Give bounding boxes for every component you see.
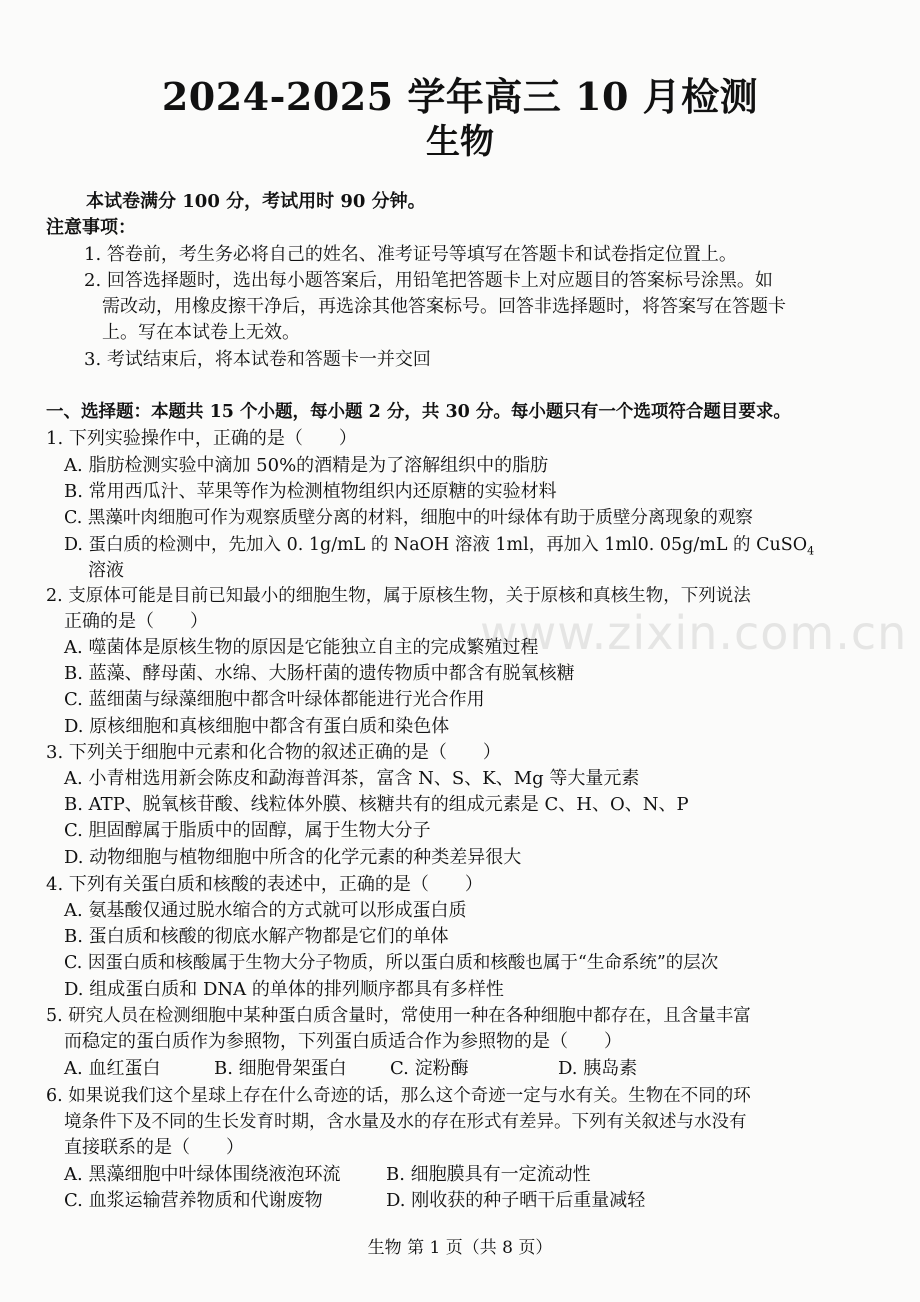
q6-option-b: B. 细胞膜具有一定流动性 [386, 1164, 591, 1185]
q2-stem-line-2: 正确的是（ ） [64, 611, 208, 632]
q6-option-a: A. 黑藻细胞中叶绿体围绕液泡环流 [64, 1164, 341, 1185]
q2-option-c: C. 蓝细菌与绿藻细胞中都含叶绿体都能进行光合作用 [64, 689, 485, 710]
q4-option-c: C. 因蛋白质和核酸属于生物大分子物质，所以蛋白质和核酸也属于“生命系统”的层次 [64, 953, 719, 973]
q2-option-b: B. 蓝藻、酵母菌、水绵、大肠杆菌的遗传物质中都含有脱氧核糖 [64, 663, 575, 684]
subject-title: 生物 [426, 122, 494, 162]
q6-option-c: C. 血浆运输营养物质和代谢废物 [64, 1190, 323, 1211]
q5-option-d: D. 胰岛素 [558, 1058, 638, 1079]
page-footer: 生物 第 1 页（共 8 页） [367, 1238, 553, 1258]
note-2-line-1: 2. 回答选择题时，选出每小题答案后，用铅笔把答题卡上对应题目的答案标号涂黑。如 [84, 270, 773, 291]
q1-option-d [64, 532, 814, 565]
q2-option-a: A. 噬菌体是原核生物的原因是它能独立自主的完成繁殖过程 [64, 637, 539, 658]
q2-option-d: D. 原核细胞和真核细胞中都含有蛋白质和染色体 [64, 716, 450, 737]
q4-option-a: A. 氨基酸仅通过脱水缩合的方式就可以形成蛋白质 [64, 900, 467, 921]
note-2-line-3: 上。写在本试卷上无效。 [102, 322, 300, 343]
note-1: 1. 答卷前，考生务必将自己的姓名、准考证号等填写在答题卡和试卷指定位置上。 [84, 244, 737, 265]
q5-option-c: C. 淀粉酶 [390, 1058, 469, 1079]
q6-stem-line-3: 直接联系的是（ ） [64, 1137, 244, 1158]
exam-title: 2024-2025 学年高三 10 月检测 [161, 74, 759, 119]
q5-stem-line-1: 5. 研究人员在检测细胞中某种蛋白质含量时，常使用一种在各种细胞中都存在，且含量丰富 [46, 1006, 751, 1026]
intro-line: 本试卷满分 100 分，考试用时 90 分钟。 [86, 191, 426, 212]
q6-stem-line-1: 6. 如果说我们这个星球上存在什么奇迹的话，那么这个奇迹一定与水有关。生物在不同的环 [46, 1086, 751, 1106]
q5-stem-line-2: 而稳定的蛋白质作为参照物，下列蛋白质适合作为参照物的是（ ） [64, 1031, 622, 1052]
q1-option-c: C. 黑藻叶肉细胞可作为观察质壁分离的材料，细胞中的叶绿体有助于质壁分离现象的观察 [64, 508, 753, 528]
q6-option-d: D. 刚收获的种子晒干后重量减轻 [386, 1190, 646, 1211]
q4-option-b: B. 蛋白质和核酸的彻底水解产物都是它们的单体 [64, 926, 449, 947]
q4-stem: 4. 下列有关蛋白质和核酸的表述中，正确的是（ ） [46, 874, 483, 895]
note-2-line-2: 需改动，用橡皮擦干净后，再选涂其他答案标号。回答非选择题时，将答案写在答题卡 [102, 296, 786, 317]
notes-heading: 注意事项： [46, 217, 136, 238]
q5-option-b: B. 细胞骨架蛋白 [214, 1058, 347, 1079]
q1-stem: 1. 下列实验操作中，正确的是（ ） [46, 428, 357, 449]
q3-option-a: A. 小青柑选用新会陈皮和勐海普洱茶，富含 N、S、K、Mg 等大量元素 [64, 768, 640, 789]
q1-option-d-cont: 溶液 [88, 560, 124, 581]
q3-option-c: C. 胆固醇属于脂质中的固醇，属于生物大分子 [64, 820, 431, 841]
watermark: www.zixin.com.cn [480, 606, 908, 660]
q1-option-b: B. 常用西瓜汁、苹果等作为检测植物组织内还原糖的实验材料 [64, 481, 557, 502]
q3-stem: 3. 下列关于细胞中元素和化合物的叙述正确的是（ ） [46, 742, 501, 763]
q1-option-a: A. 脂肪检测实验中滴加 50%的酒精是为了溶解组织中的脂肪 [64, 455, 549, 476]
section-heading: 一、选择题：本题共 15 个小题，每小题 2 分，共 30 分。每小题只有一个选项符合题目要求。 [46, 402, 791, 422]
q6-stem-line-2: 境条件下及不同的生长发育时期，含水量及水的存在形式有差异。下列有关叙述与水没有 [64, 1112, 747, 1132]
q1-option-d-subscript: 4 [807, 544, 815, 558]
q1-option-d-text: D. 蛋白质的检测中，先加入 0. 1g/mL 的 NaOH 溶液 1ml，再加入 1ml0. 05g/mL 的 CuSO [64, 535, 808, 555]
q3-option-d: D. 动物细胞与植物细胞中所含的化学元素的种类差异很大 [64, 847, 522, 868]
q4-option-d: D. 组成蛋白质和 DNA 的单体的排列顺序都具有多样性 [64, 979, 504, 1000]
q3-option-b: B. ATP、脱氧核苷酸、线粒体外膜、核糖共有的组成元素是 C、H、O、N、P [64, 794, 689, 815]
q5-option-a: A. 血红蛋白 [64, 1058, 161, 1079]
q2-stem-line-1: 2. 支原体可能是目前已知最小的细胞生物，属于原核生物，关于原核和真核生物，下列说法 [46, 586, 751, 606]
note-3: 3. 考试结束后，将本试卷和答题卡一并交回 [84, 349, 431, 370]
